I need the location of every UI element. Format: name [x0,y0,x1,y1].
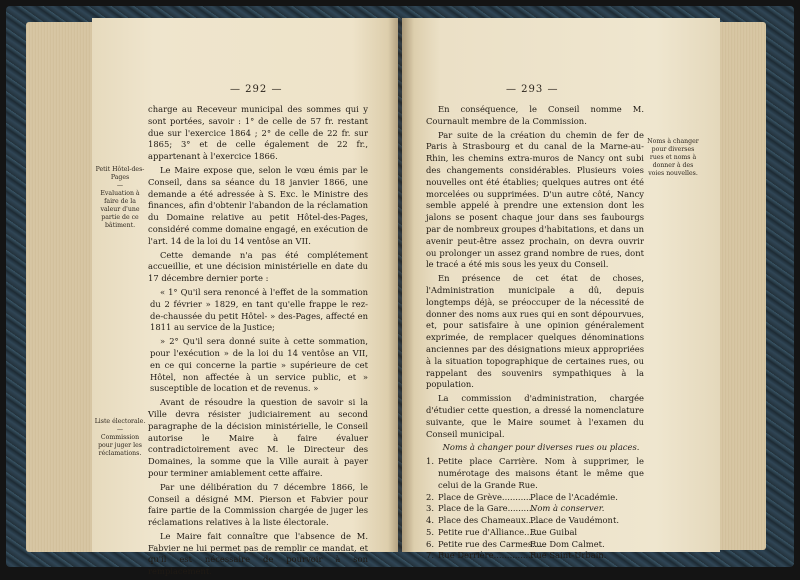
paragraph: Par une délibération du 7 décembre 1866, le Conseil a désigné MM. Pierson et Fabvier pour faire partie de la Commission chargée de juger les réclamations relatives à la liste électorale. [148,481,368,528]
list-item [426,539,644,551]
paragraph: En présence de cet état de choses, l'Administration municipale a dû, depuis longtemps déjà, se préoccuper de la nécessité de donner des noms aux rues qui en sont dépourvues, et, pour satisfaire à une opinion généralement exprimée, de remplacer quelques dénominations anciennes par des désignations mieux appropriées à la situation topographique de certaines rues, ou rappelant des souvenirs sympathiques à la population. [426,273,644,390]
right-page-edges [716,22,766,550]
left-page-number: — 292 — [230,84,283,95]
margin-note-body: Commission pour juger les réclamations. [98,434,142,457]
list-item-new-name: Place de Vaudémont. [530,515,619,526]
margin-note-dash: — [116,426,124,433]
list-item [426,527,644,539]
paragraph: Cette demande n'a pas été complétement accueillie, et une décision ministérielle en date du 17 décembre dernier porte : [148,249,368,284]
list-item-old-name: Place de la Gare.......... [438,503,535,514]
margin-note-noms-a-changer [646,138,700,178]
list-item [426,492,644,504]
paragraph: Par suite de la création du chemin de fer de Paris à Strasbourg et du canal de la Marne-au-Rhin, les chemins extra-muros de Nancy ont subi des changements considérables. Plusieurs voies nouvelles ont été établies; quelques autres ont été morcelées ou supprimées. D'un autre côté, Nancy semble appelé à prendre une extension dont les jalons se posent chaque jour dans ses faubourgs par de nombreux groupes d'habitations, et dans un avenir peut-être assez prochain, on devra ouvrir ou prolonger un assez grand nombre de rues, dont le tracé a été mis sous les yeux du Conseil. [426,129,644,270]
list-item-old-name: Petite place Carrière. Nom à supprimer, le numérotage des maisons étant le même que celui de la Grande Rue. [438,456,644,490]
list-item-old-name: Petite rue des Carmes..... [438,538,546,549]
list-item-old-name: Place des Chameaux....... [438,515,545,526]
right-page-number: — 293 — [506,84,559,95]
paragraph: En conséquence, le Conseil nomme M. Cournault membre de la Commission. [426,104,644,126]
list-item-new-name: Rue Dom Calmet. [530,538,605,549]
list-item [426,456,644,491]
list-item-number: 6. [426,538,434,549]
margin-note-body: Noms à changer pour diverses rues et noms à donner à des voies nouvelles. [647,138,699,177]
quotation: » 2° Qu'il sera donné suite à cette sommation, pour l'exécution » de la loi du 14 ventôse an VII, en ce qui concerne la partie » supérieure de cet Hôtel, non affectée à un service public, et » susceptible de location et de revenus. » [150,336,368,394]
list-item-new-name: Nom à conserver. [530,503,605,514]
paragraph: Le Maire expose que, selon le vœu émis par le Conseil, dans sa séance du 18 janvier 1866, une demande a été adressée à S. Exc. le Ministre des finances, afin d'obtenir l'abandon de la réclamation du Domaine relative au petit Hôtel-des-Pages, considéré comme domaine engagé, en exécution de l'art. 14 de la loi du 14 ventôse an VII. [148,164,368,246]
margin-note-liste-electorale [94,418,146,458]
left-page-text [148,104,368,580]
book-gutter [388,18,414,552]
list-item-old-name: Place de Grève........... [438,491,532,502]
list-item-old-name: Petite rue d'Alliance...... [438,526,541,537]
left-page-edges [26,22,98,552]
margin-note-dash: — [116,182,124,189]
list-item-number: 2. [426,491,434,502]
list-item-new-name: Rue Guibal [530,526,578,537]
list-item-number: 3. [426,503,434,514]
list-title: Noms à changer pour diverses rues ou places. [442,442,640,453]
quotation: « 1° Qu'il sera renoncé à l'effet de la sommation du 2 février » 1829, en tant qu'elle frappe le rez-de-chaussée du petit Hôtel- » des-Pages, affecté en 1811 au service de la Justice; [150,286,368,333]
margin-note-hotel-des-pages [94,166,146,230]
margin-note-body: Evaluation à faire de la valeur d'une partie de ce bâtiment. [100,190,140,229]
list-item-number: 4. [426,515,434,526]
list-item-new-name: Place de l'Académie. [530,491,618,502]
list-item-number: 7. [426,550,434,561]
list-item-number: 1. [426,456,434,467]
paragraph: Avant de résoudre la question de savoir si la Ville devra résister judiciairement au second paragraphe de la décision ministérielle, le Conseil autorise le Maire à faire évaluer contradictoirement avec M. le Directeur des Domaines, la somme que la Ville aurait à payer pour terminer amiablement cette affaire. [148,397,368,478]
left-page [92,18,398,577]
list-item-number: 5. [426,526,434,537]
list-item [426,515,644,527]
right-page-text [426,104,644,562]
margin-note-heading: Petit Hôtel-des-Pages [95,166,145,181]
paragraph: Le Maire fait connaître que l'absence de M. Fabvier ne lui permet pas de remplir ce mandat, et qu'il est nécessaire de pourvoir à son remplacement. [148,530,368,577]
list-item [426,503,644,515]
street-names-list [426,456,644,562]
paragraph: La commission d'administration, chargée d'étudier cette question, a dressé la nomenclature suivante, que le Maire soumet à l'examen du Conseil municipal. [426,393,644,439]
margin-note-heading: Liste électorale. [94,418,146,425]
right-page [402,18,720,561]
list-item-old-name: Rue Derrière............... [438,550,534,561]
list-item-new-name: Rue Saint-Urbain. [530,550,607,561]
paragraph: charge au Receveur municipal des sommes qui y sont portées, savoir : 1° de celle de 57 fr. restant due sur l'exercice 1864 ; 2° de celle de 22 fr. sur 1865; 3° et de celle également de 22 fr., appartenant à l'exercice 1866. [148,104,368,162]
list-item [426,550,644,562]
